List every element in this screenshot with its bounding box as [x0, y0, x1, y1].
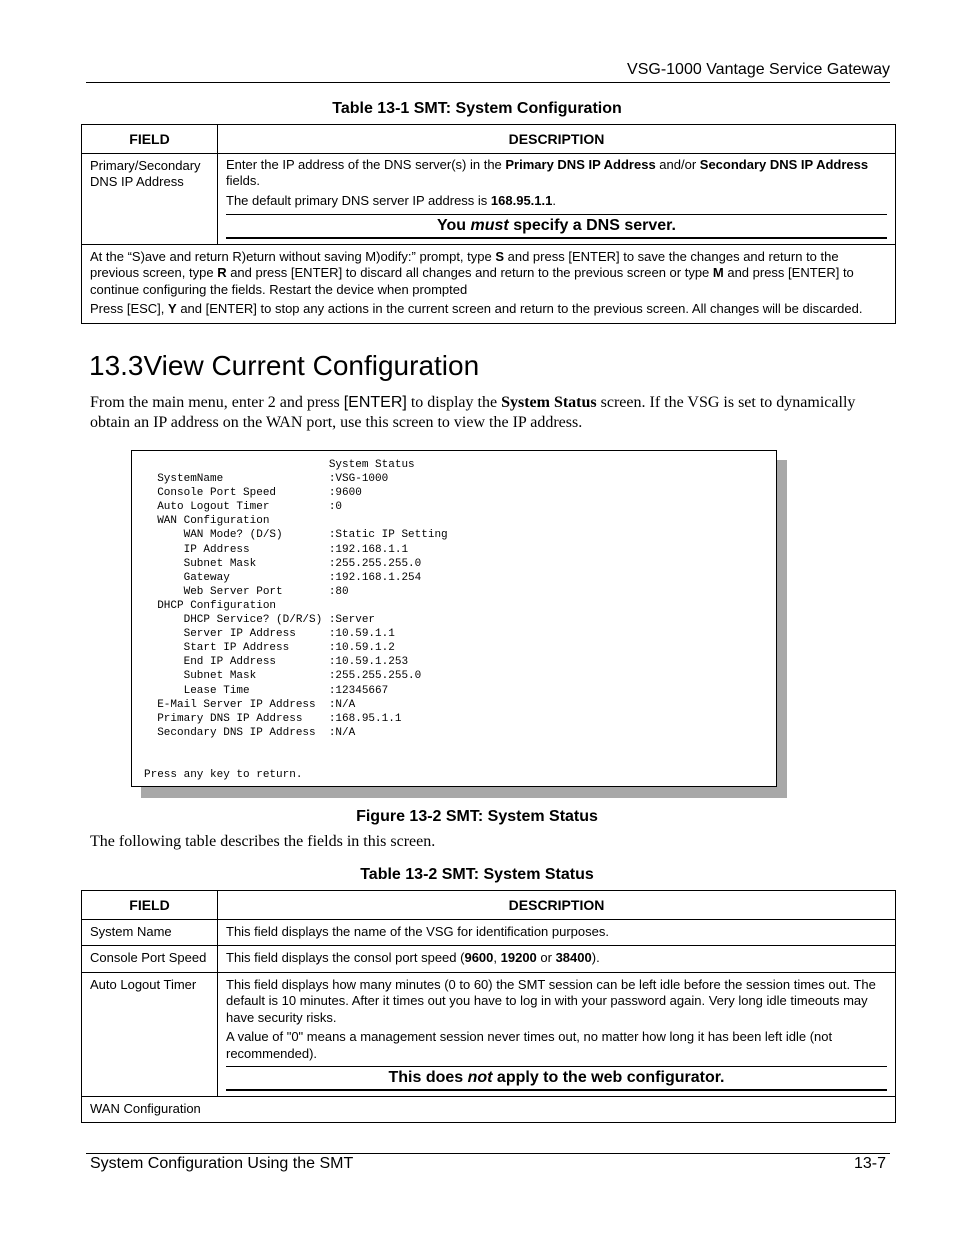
terminal-line: Secondary DNS IP Address :N/A: [144, 726, 356, 739]
text-span: or: [536, 950, 556, 965]
table1-header-row: [82, 125, 896, 154]
emphasis: not: [467, 1069, 493, 1086]
key-r: R: [217, 265, 227, 280]
running-header: VSG-1000 Vantage Service Gateway: [627, 61, 890, 78]
following-text: The following table describes the fields in this screen.: [90, 833, 436, 850]
table1-col-field: FIELD: [82, 125, 218, 154]
table2-caption: Table 13-2 SMT: System Status: [360, 866, 594, 883]
default-dns-value: 168.95.1.1: [490, 192, 553, 208]
speed-value: 9600: [464, 950, 494, 965]
key-s: S: [495, 248, 505, 264]
table-row: [82, 919, 896, 946]
bold-term: Secondary DNS IP Address: [699, 156, 869, 172]
terminal-line: System Status: [144, 459, 415, 471]
terminal-line: End IP Address :10.59.1.253: [144, 656, 409, 669]
logout-paragraph-2: A value of "0" means a management session never times out, no matter how long it has been left idle (not recommended).: [226, 1029, 833, 1061]
dns-paragraph-2: [226, 193, 887, 210]
terminal-line: Console Port Speed :9600: [144, 487, 362, 500]
logout-note: [226, 1066, 887, 1091]
text-span: This does: [388, 1069, 468, 1086]
dns-note: [226, 214, 887, 239]
text-span: ).: [591, 950, 600, 965]
terminal-line: IP Address :192.168.1.1: [144, 543, 409, 556]
speed-value: 38400: [555, 950, 592, 965]
header-rule: [86, 82, 890, 83]
speed-value: 19200: [500, 950, 537, 965]
table2-field-console-port-speed: Console Port Speed: [82, 946, 218, 973]
terminal-line: WAN Mode? (D/S) :Static IP Setting: [144, 529, 448, 542]
screen-name: System Status: [501, 394, 597, 411]
text-span: The default primary DNS server IP address is: [226, 192, 491, 208]
table-row: [82, 244, 896, 323]
table2-header-row: [82, 891, 896, 920]
terminal-line: Web Server Port :80: [144, 585, 349, 598]
terminal-line: [144, 740, 448, 754]
text-span: to display the: [406, 394, 502, 411]
text-span: and press [ENTER] to continue configuring the fields. Restart the device when prompted: [90, 265, 854, 297]
table1-desc-dns: [218, 153, 896, 244]
table2-desc-console-port-speed: [218, 946, 896, 973]
table2-col-description: DESCRIPTION: [218, 891, 896, 920]
terminal-line: Server IP Address :10.59.1.1: [144, 628, 395, 641]
table-row: [82, 946, 896, 973]
text-span: screen. If the VSG is set to dynamically obtain an IP address on the WAN port, use this screen to view the IP address.: [90, 394, 856, 431]
text-span: fields.: [226, 173, 260, 188]
table1: [81, 124, 896, 324]
text-span: and press [ENTER] to discard all changes and return to the previous screen or type: [226, 265, 713, 280]
text-span: and press [ENTER] to save the changes and return to the previous screen, type: [90, 248, 839, 280]
terminal-line: Press any key to return.: [144, 769, 303, 782]
text-span: Press [ESC],: [90, 301, 169, 316]
terminal-line: Subnet Mask :255.255.255.0: [144, 557, 422, 570]
terminal-line: SystemName :VSG-1000: [144, 473, 389, 486]
terminal-text: [144, 458, 448, 782]
text-span: .: [552, 192, 556, 208]
section-title: 13.3View Current Configuration: [89, 350, 480, 381]
table2-desc-system-name: This field displays the name of the VSG for identification purposes.: [218, 919, 896, 946]
page-number: 13-7: [853, 1155, 886, 1172]
terminal-line: Auto Logout Timer :0: [144, 501, 343, 514]
text-span: At the “S)ave and return R)eturn without saving M)odify:” prompt, type: [90, 248, 496, 264]
text-span: From the main menu, enter 2 and press: [90, 394, 344, 411]
table-row: [82, 972, 896, 1096]
save-paragraph-1: [90, 249, 887, 299]
text-span: apply to the web configurator.: [492, 1069, 725, 1086]
terminal-line: Subnet Mask :255.255.255.0: [144, 670, 422, 683]
enter-key: [ENTER]: [343, 394, 407, 411]
table-row: [82, 153, 896, 244]
table1-save-instructions: [82, 244, 896, 323]
table1-col-description: DESCRIPTION: [218, 125, 896, 154]
key-m: M: [712, 265, 724, 280]
dns-paragraph-1: [226, 157, 887, 190]
table2-desc-auto-logout-timer: [218, 972, 896, 1096]
figure-caption: Figure 13-2 SMT: System Status: [356, 808, 598, 825]
terminal-line: Primary DNS IP Address :168.95.1.1: [144, 712, 402, 725]
save-paragraph-2: [90, 301, 887, 318]
table2: [81, 890, 896, 1123]
text-span: and/or: [655, 156, 700, 172]
key-y: Y: [168, 301, 177, 316]
terminal-line: E-Mail Server IP Address :N/A: [144, 698, 356, 711]
terminal-line: Gateway :192.168.1.254: [144, 571, 422, 584]
terminal-line: WAN Configuration: [144, 515, 270, 528]
terminal-line: Lease Time :12345667: [144, 684, 389, 697]
table1-caption: Table 13-1 SMT: System Configuration: [332, 100, 622, 117]
logout-paragraph-1: This field displays how many minutes (0 to 60) the SMT session can be left idle before the session times out. The default is 10 minutes. After it times out you have to log in with your password again. Very long idle timeouts may have security risks.: [226, 976, 876, 1025]
table-row: [82, 1096, 896, 1123]
terminal-line: [144, 754, 448, 768]
text-span: This field displays the consol port speed (: [226, 950, 465, 965]
table2-col-field: FIELD: [82, 891, 218, 920]
terminal-line: Start IP Address :10.59.1.2: [144, 642, 395, 655]
text-span: Enter the IP address of the DNS server(s) in the: [226, 156, 506, 172]
footer-chapter: System Configuration Using the SMT: [90, 1155, 354, 1172]
table2-field-wan-configuration: WAN Configuration: [82, 1096, 896, 1123]
table1-field-dns: Primary/Secondary DNS IP Address: [82, 153, 218, 244]
text-span: ,: [493, 950, 501, 965]
text-span: specify a DNS server.: [508, 217, 676, 234]
footer-rule: [86, 1153, 890, 1154]
table2-field-auto-logout-timer: Auto Logout Timer: [82, 972, 218, 1096]
terminal-line: DHCP Service? (D/R/S) :Server: [144, 614, 376, 627]
emphasis: must: [470, 217, 509, 234]
table2-field-system-name: System Name: [82, 919, 218, 946]
section-intro: [90, 393, 890, 433]
terminal-screen: [131, 450, 777, 787]
text-span: You: [437, 217, 471, 234]
terminal-line: DHCP Configuration: [144, 599, 277, 612]
text-span: and [ENTER] to stop any actions in the current screen and return to the previous screen. All changes will be discarded.: [176, 301, 863, 316]
bold-term: Primary DNS IP Address: [505, 156, 656, 172]
